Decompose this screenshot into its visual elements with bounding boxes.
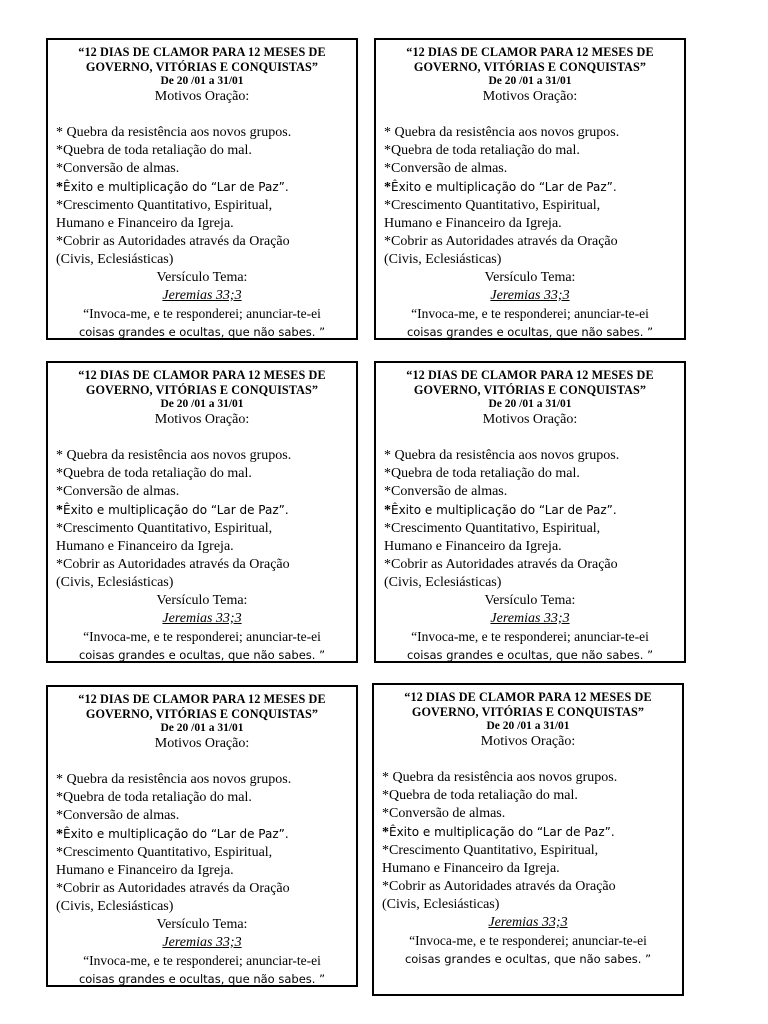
title-line-2: GOVERNO, VITÓRIAS E CONQUISTAS” (413, 383, 647, 397)
motive-item (382, 823, 674, 842)
verse-quote-line-1: “Invoca-me, e te responderei; anunciar-te-ei (409, 933, 647, 948)
motive-item: * Quebra da resistência aos novos grupos. (56, 772, 292, 787)
motive-item: * Quebra da resistência aos novos grupos. (384, 125, 620, 140)
motive-item: * Quebra da resistência aos novos grupos. (382, 770, 618, 785)
verse-reference: Jeremias 33;3 (162, 935, 242, 950)
motive-item-cont: (Civis, Eclesiásticas) (384, 575, 502, 590)
motive-item: *Crescimento Quantitativo, Espiritual, (56, 198, 273, 213)
motive-item: *Cobrir as Autoridades através da Oração (384, 234, 618, 249)
motive-item-cont: Humano e Financeiro da Igreja. (56, 863, 234, 878)
motive-item-cont: Humano e Financeiro da Igreja. (382, 861, 560, 876)
motive-item (56, 825, 348, 844)
bullet-star: * (56, 180, 63, 195)
title-line-1: “12 DIAS DE CLAMOR PARA 12 MESES DE (406, 45, 654, 59)
motive-item-cont: Humano e Financeiro da Igreja. (56, 216, 234, 231)
motive-item: *Conversão de almas. (384, 161, 508, 176)
verse-reference: Jeremias 33;3 (490, 611, 570, 626)
title-line-2: GOVERNO, VITÓRIAS E CONQUISTAS” (411, 705, 645, 719)
motive-item (56, 178, 348, 197)
bullet-star: * (384, 180, 391, 195)
motive-item: *Quebra de toda retaliação do mal. (56, 466, 252, 481)
prayer-motives-heading: Motivos Oração: (482, 412, 578, 427)
prayer-card-1 (46, 38, 358, 340)
verse-quote-line-1: “Invoca-me, e te responderei; anunciar-te-ei (411, 629, 649, 644)
card-title (384, 368, 676, 398)
motive-item-cont: (Civis, Eclesiásticas) (384, 252, 502, 267)
prayer-card-4 (374, 361, 686, 663)
motive-item: *Quebra de toda retaliação do mal. (56, 143, 252, 158)
card-title (384, 45, 676, 75)
motive-text: Êxito e multiplicação do “Lar de Paz”. (63, 180, 289, 194)
verse-reference: Jeremias 33;3 (162, 611, 242, 626)
bullet-star: * (56, 503, 63, 518)
verse-quote-line-2: coisas grandes e ocultas, que não sabes. ” (406, 648, 654, 662)
verse-label: Versículo Tema: (484, 270, 576, 285)
bullet-star: * (56, 827, 63, 842)
motive-text: Êxito e multiplicação do “Lar de Paz”. (389, 825, 615, 839)
motive-item: *Quebra de toda retaliação do mal. (56, 790, 252, 805)
motive-item: *Crescimento Quantitativo, Espiritual, (56, 845, 273, 860)
motive-item: *Crescimento Quantitativo, Espiritual, (384, 521, 601, 536)
title-line-1: “12 DIAS DE CLAMOR PARA 12 MESES DE (404, 690, 652, 704)
motive-item: * Quebra da resistência aos novos grupos. (56, 125, 292, 140)
title-line-2: GOVERNO, VITÓRIAS E CONQUISTAS” (85, 60, 319, 74)
verse-quote-line-1: “Invoca-me, e te responderei; anunciar-te-ei (83, 953, 321, 968)
motive-item: *Cobrir as Autoridades através da Oração (56, 881, 290, 896)
motive-text: Êxito e multiplicação do “Lar de Paz”. (391, 503, 617, 517)
prayer-motives-heading: Motivos Oração: (154, 412, 250, 427)
motive-item: *Conversão de almas. (382, 806, 506, 821)
bullet-star: * (382, 825, 389, 840)
title-line-1: “12 DIAS DE CLAMOR PARA 12 MESES DE (78, 368, 326, 382)
verse-reference: Jeremias 33;3 (162, 288, 242, 303)
title-line-1: “12 DIAS DE CLAMOR PARA 12 MESES DE (78, 692, 326, 706)
prayer-motives-heading: Motivos Oração: (480, 734, 576, 749)
motive-item-cont: Humano e Financeiro da Igreja. (384, 539, 562, 554)
date-range: De 20 /01 a 31/01 (486, 720, 570, 732)
prayer-motives-heading: Motivos Oração: (154, 736, 250, 751)
motive-item: * Quebra da resistência aos novos grupos. (384, 448, 620, 463)
date-range: De 20 /01 a 31/01 (160, 722, 244, 734)
prayer-card-2 (374, 38, 686, 340)
prayer-card-5 (46, 685, 358, 987)
verse-label: Versículo Tema: (156, 270, 248, 285)
verse-label: Versículo Tema: (156, 593, 248, 608)
prayer-card-6 (372, 683, 684, 996)
verse-quote-line-2: coisas grandes e ocultas, que não sabes. ” (78, 325, 326, 339)
verse-reference: Jeremias 33;3 (488, 915, 568, 930)
title-line-2: GOVERNO, VITÓRIAS E CONQUISTAS” (85, 383, 319, 397)
prayer-motives-heading: Motivos Oração: (154, 89, 250, 104)
title-line-2: GOVERNO, VITÓRIAS E CONQUISTAS” (85, 707, 319, 721)
motive-item: *Conversão de almas. (56, 484, 180, 499)
motive-item: *Conversão de almas. (56, 808, 180, 823)
verse-label: Versículo Tema: (156, 917, 248, 932)
title-line-2: GOVERNO, VITÓRIAS E CONQUISTAS” (413, 60, 647, 74)
verse-quote-line-2: coisas grandes e ocultas, que não sabes. ” (78, 972, 326, 986)
motive-item-cont: (Civis, Eclesiásticas) (382, 897, 500, 912)
motive-text: Êxito e multiplicação do “Lar de Paz”. (63, 503, 289, 517)
bullet-star: * (384, 503, 391, 518)
motive-item (384, 501, 676, 520)
card-title (56, 45, 348, 75)
motive-item-cont: (Civis, Eclesiásticas) (56, 575, 174, 590)
motive-item: * Quebra da resistência aos novos grupos. (56, 448, 292, 463)
motive-item: *Quebra de toda retaliação do mal. (384, 466, 580, 481)
motive-item-cont: Humano e Financeiro da Igreja. (384, 216, 562, 231)
title-line-1: “12 DIAS DE CLAMOR PARA 12 MESES DE (78, 45, 326, 59)
motive-item: *Crescimento Quantitativo, Espiritual, (56, 521, 273, 536)
motive-item: *Conversão de almas. (56, 161, 180, 176)
motive-item-cont: (Civis, Eclesiásticas) (56, 252, 174, 267)
motive-item-cont: Humano e Financeiro da Igreja. (56, 539, 234, 554)
card-title (56, 692, 348, 722)
motive-item: *Cobrir as Autoridades através da Oração (384, 557, 618, 572)
date-range: De 20 /01 a 31/01 (160, 75, 244, 87)
card-title (382, 690, 674, 720)
date-range: De 20 /01 a 31/01 (488, 75, 572, 87)
verse-quote-line-2: coisas grandes e ocultas, que não sabes. ” (78, 648, 326, 662)
motive-item: *Quebra de toda retaliação do mal. (384, 143, 580, 158)
motive-item: *Crescimento Quantitativo, Espiritual, (382, 843, 599, 858)
motive-text: Êxito e multiplicação do “Lar de Paz”. (391, 180, 617, 194)
title-line-1: “12 DIAS DE CLAMOR PARA 12 MESES DE (406, 368, 654, 382)
motive-item: *Cobrir as Autoridades através da Oração (56, 557, 290, 572)
verse-reference: Jeremias 33;3 (490, 288, 570, 303)
verse-quote-line-1: “Invoca-me, e te responderei; anunciar-te-ei (83, 306, 321, 321)
prayer-motives-heading: Motivos Oração: (482, 89, 578, 104)
motive-item: *Quebra de toda retaliação do mal. (382, 788, 578, 803)
card-title (56, 368, 348, 398)
verse-quote-line-2: coisas grandes e ocultas, que não sabes. ” (404, 952, 652, 966)
motive-item: *Cobrir as Autoridades através da Oração (382, 879, 616, 894)
date-range: De 20 /01 a 31/01 (160, 398, 244, 410)
verse-label: Versículo Tema: (484, 593, 576, 608)
motive-item: *Crescimento Quantitativo, Espiritual, (384, 198, 601, 213)
motive-item (384, 178, 676, 197)
motive-item (56, 501, 348, 520)
verse-quote-line-1: “Invoca-me, e te responderei; anunciar-te-ei (411, 306, 649, 321)
motive-item: *Cobrir as Autoridades através da Oração (56, 234, 290, 249)
prayer-card-3 (46, 361, 358, 663)
verse-quote-line-2: coisas grandes e ocultas, que não sabes. ” (406, 325, 654, 339)
date-range: De 20 /01 a 31/01 (488, 398, 572, 410)
motive-item-cont: (Civis, Eclesiásticas) (56, 899, 174, 914)
motive-text: Êxito e multiplicação do “Lar de Paz”. (63, 827, 289, 841)
verse-quote-line-1: “Invoca-me, e te responderei; anunciar-te-ei (83, 629, 321, 644)
motive-item: *Conversão de almas. (384, 484, 508, 499)
